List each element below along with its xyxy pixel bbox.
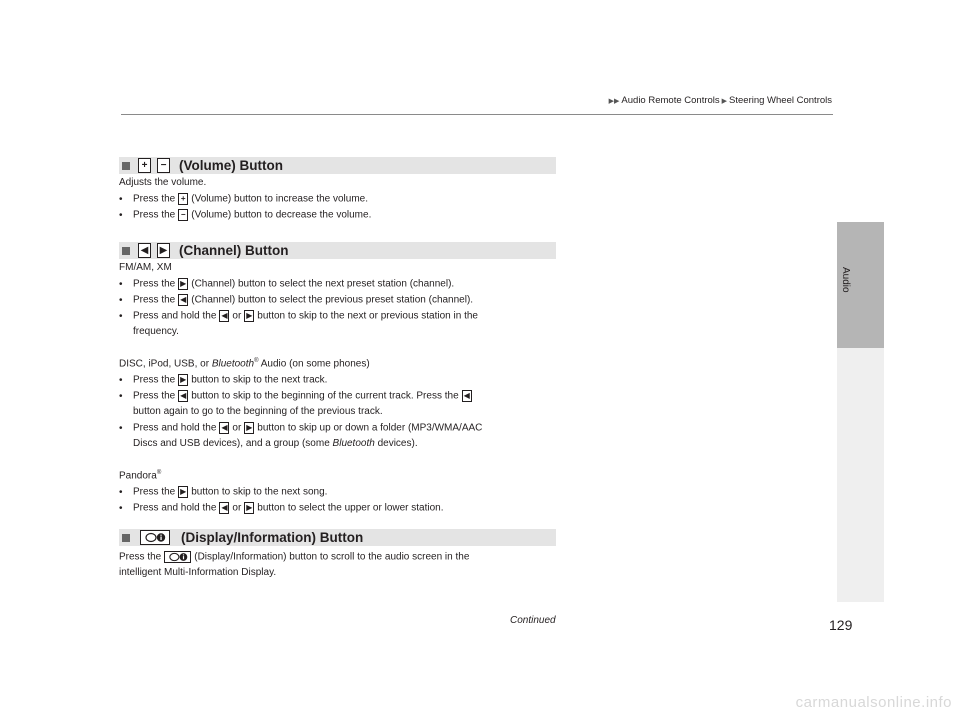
left-arrow-key-icon: ◀ — [221, 503, 228, 512]
list-item: • Press the ◀ (Channel) button to select the previous preset station (channel). — [119, 294, 474, 306]
list-item-continuation: button again to go to the beginning of the previous track. — [133, 406, 383, 417]
list-item: • Press and hold the ◀ or ▶ button to skip to the next or previous station in the — [119, 310, 478, 322]
display-paragraph-line: intelligent Multi-Information Display. — [119, 567, 277, 578]
right-arrow-key-icon: ▶ — [246, 423, 253, 432]
display-section-heading — [119, 529, 556, 546]
channel-section-heading — [119, 242, 556, 259]
display-paragraph-line: Press the (Display/Information) button to scroll to the audio screen in the — [119, 551, 470, 563]
left-arrow-key-icon: ◀ — [180, 295, 187, 304]
continued-label: Continued — [510, 615, 556, 626]
minus-key-icon: − — [178, 209, 188, 221]
display-info-key-icon — [140, 530, 170, 545]
list-item: • Press the ▶ button to skip to the next track. — [119, 374, 328, 386]
fm-subhead: FM/AM, XM — [119, 262, 172, 273]
right-arrow-key-icon: ▶ — [246, 311, 253, 320]
side-tab-label: Audio — [840, 267, 851, 293]
plus-key-icon: + — [138, 158, 151, 173]
list-item: • Press and hold the ◀ or ▶ button to skip up or down a folder (MP3/WMA/AAC — [119, 422, 483, 434]
channel-heading-text: (Channel) Button — [179, 243, 289, 258]
left-arrow-key-icon: ◀ — [180, 391, 187, 400]
right-arrow-key-icon: ▶ — [246, 503, 253, 512]
breadcrumb-arrow-icon: ▶▶ — [608, 97, 620, 105]
right-arrow-key-icon: ▶ — [157, 243, 170, 258]
breadcrumb-item[interactable]: Steering Wheel Controls — [729, 95, 832, 106]
list-item-continuation: Discs and USB devices), and a group (some Bluetooth devices). — [133, 438, 418, 449]
section-marker-icon — [122, 247, 130, 255]
list-item: • Press the + (Volume) button to increase the volume. — [119, 193, 369, 205]
volume-body — [119, 177, 559, 225]
side-tab-strip — [837, 348, 884, 602]
volume-intro: Adjusts the volume. — [119, 177, 207, 188]
display-body — [119, 551, 559, 583]
left-arrow-key-icon: ◀ — [221, 423, 228, 432]
list-item: • Press and hold the ◀ or ▶ button to select the upper or lower station. — [119, 502, 444, 514]
disc-subhead: DISC, iPod, USB, or Bluetooth® Audio (on some phones) — [119, 358, 370, 370]
left-arrow-key-icon: ◀ — [138, 243, 151, 258]
list-item-continuation: frequency. — [133, 326, 179, 337]
channel-body — [119, 262, 559, 518]
watermark: carmanualsonline.info — [795, 694, 952, 711]
list-item: • Press the − (Volume) button to decrease the volume. — [119, 209, 372, 221]
breadcrumb-arrow-icon: ▶ — [721, 97, 728, 105]
right-arrow-key-icon: ▶ — [180, 375, 187, 384]
page-number: 129 — [829, 617, 853, 633]
list-item: • Press the ◀ button to skip to the beginning of the current track. Press the ◀ — [119, 390, 470, 402]
right-arrow-key-icon: ▶ — [180, 279, 187, 288]
breadcrumb — [609, 95, 832, 106]
section-marker-icon — [122, 534, 130, 542]
breadcrumb-item[interactable]: Audio Remote Controls — [621, 95, 720, 106]
volume-heading-text: (Volume) Button — [179, 158, 283, 173]
display-heading-text: (Display/Information) Button — [181, 530, 364, 545]
list-item: • Press the ▶ button to skip to the next song. — [119, 486, 328, 498]
section-marker-icon — [122, 162, 130, 170]
pandora-subhead: Pandora® — [119, 470, 162, 482]
volume-section-heading — [119, 157, 556, 174]
header-rule — [121, 114, 833, 115]
left-arrow-key-icon: ◀ — [221, 311, 228, 320]
minus-key-icon: − — [157, 158, 170, 173]
display-info-key-icon — [164, 551, 191, 563]
list-item: • Press the ▶ (Channel) button to select the next preset station (channel). — [119, 278, 455, 290]
right-arrow-key-icon: ▶ — [180, 487, 187, 496]
plus-key-icon: + — [178, 193, 188, 205]
left-arrow-key-icon: ◀ — [463, 391, 470, 400]
